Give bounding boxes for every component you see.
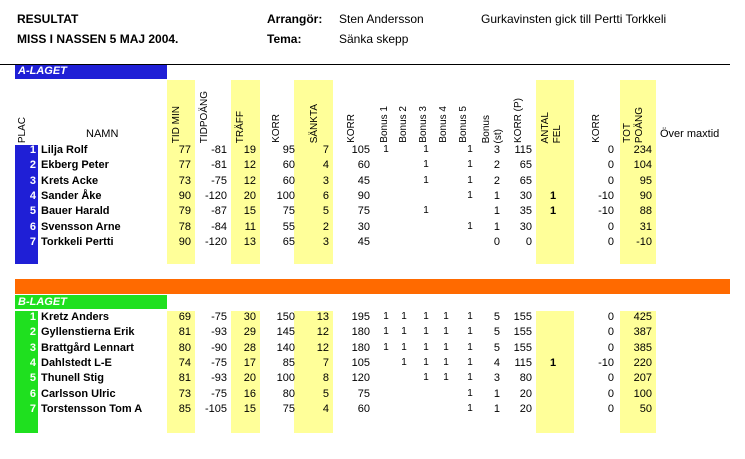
cell-korr3: 0 [607, 220, 614, 233]
cell-tid: 69 [178, 311, 191, 323]
cell-traff: 15 [243, 402, 256, 415]
cell-tot: -10 [636, 235, 652, 248]
cell-traff: 20 [243, 372, 256, 385]
cell-tot: 234 [633, 144, 652, 156]
cell-tp: -93 [211, 372, 227, 385]
cell-b5: 1 [467, 387, 473, 399]
cell-traff: 30 [243, 311, 256, 323]
cell-korr: 100 [276, 372, 295, 385]
cell-tid: 74 [178, 356, 191, 369]
cell-b4: 1 [443, 341, 449, 353]
cell-sankta: 3 [322, 174, 329, 187]
cell-tid: 85 [178, 402, 191, 415]
player-name: Torstensson Tom A [41, 402, 143, 415]
cell-korr2: 120 [351, 372, 370, 385]
cell-tot: 50 [639, 402, 652, 415]
cell-korrp: 65 [519, 174, 532, 187]
cell-korr3: 0 [607, 402, 614, 415]
cell-korr: 55 [282, 220, 295, 233]
cell-korrp: 155 [513, 341, 532, 354]
cell-b1: 1 [383, 144, 389, 155]
cell-b2: 1 [401, 311, 407, 322]
cell-korr3: 0 [607, 159, 614, 172]
plac-number: 4 [29, 189, 36, 202]
cell-bst: 5 [493, 311, 500, 323]
header-tot-poang-2: POÄNG [634, 106, 645, 143]
player-name: Svensson Arne [41, 220, 121, 233]
header-antal-fel-1: ANTAL [540, 111, 551, 143]
cell-tp: -87 [211, 205, 227, 218]
cell-b5: 1 [467, 326, 473, 338]
cell-korrp: 80 [519, 372, 532, 385]
cell-korr: 60 [282, 174, 295, 187]
header-bonus-1: Bonus 1 [379, 106, 390, 143]
cell-sankta: 7 [322, 356, 329, 369]
cell-b5: 1 [467, 402, 473, 414]
cell-tid: 79 [178, 205, 191, 218]
cell-korr: 65 [282, 235, 295, 248]
cell-sankta: 5 [322, 205, 329, 218]
cell-tp: -81 [211, 144, 227, 156]
plac-number: 5 [29, 205, 36, 218]
cell-tot: 385 [633, 341, 652, 354]
cell-korr: 85 [282, 356, 295, 369]
cell-korr3: 0 [607, 326, 614, 339]
cell-bst: 1 [493, 220, 500, 233]
cell-tid: 73 [178, 387, 191, 400]
cell-korr2: 75 [357, 387, 370, 400]
plac-number: 3 [29, 174, 36, 187]
player-name: Gyllenstierna Erik [41, 326, 135, 339]
cell-korrp: 20 [519, 387, 532, 400]
cell-b4: 1 [443, 372, 449, 384]
theme-value: Sänka skepp [339, 32, 409, 46]
note: Gurkavinsten gick till Pertti Torkkeli [481, 12, 667, 26]
cell-bst: 2 [493, 174, 500, 187]
cell-tp: -75 [211, 356, 227, 369]
cell-b5: 1 [467, 220, 473, 232]
header-tidpoang: TIDPOÄNG [199, 90, 210, 143]
cell-korr: 95 [282, 144, 295, 156]
cell-korrp: 0 [525, 235, 532, 248]
cell-korr2: 105 [351, 356, 370, 369]
plac-number: 2 [29, 159, 36, 172]
cell-tp: -120 [204, 235, 227, 248]
cell-tid: 77 [178, 159, 191, 172]
cell-traff: 11 [244, 220, 256, 233]
orange-separator [15, 279, 730, 294]
cell-tid: 80 [178, 341, 191, 354]
player-name: Brattgård Lennart [41, 341, 134, 354]
cell-korrp: 30 [519, 220, 532, 233]
cell-korrp: 30 [519, 189, 532, 202]
header-bonus-st-1: Bonus [481, 114, 492, 143]
plac-number: 4 [29, 356, 36, 369]
plac-number: 5 [29, 372, 36, 385]
cell-korr: 75 [282, 205, 295, 218]
cell-korrp: 35 [519, 205, 532, 218]
cell-traff: 16 [243, 387, 256, 400]
cell-tp: -75 [211, 311, 227, 323]
cell-sankta: 6 [322, 189, 329, 202]
cell-b3: 1 [423, 311, 429, 322]
header-korr-2: KORR [346, 114, 357, 143]
cell-korr3: 0 [607, 235, 614, 248]
cell-tot: 90 [639, 189, 652, 202]
header-bonus-2: Bonus 2 [398, 106, 409, 143]
player-name: Sander Åke [41, 189, 102, 202]
cell-korr3: 0 [607, 311, 614, 323]
cell-b5: 1 [467, 174, 473, 186]
cell-sankta: 13 [316, 311, 329, 323]
cell-korr2: 195 [351, 311, 370, 323]
plac-number: 3 [29, 341, 36, 354]
header-antal-fel-2: FEL [552, 124, 563, 143]
cell-tp: -75 [211, 387, 227, 400]
arranger-label: Arrangör: [267, 12, 323, 26]
cell-tot: 88 [639, 205, 652, 218]
cell-b2: 1 [401, 356, 407, 368]
player-name: Lilja Rolf [41, 144, 88, 156]
cell-traff: 17 [243, 356, 256, 369]
cell-tp: -90 [211, 341, 227, 354]
header-bonus-5: Bonus 5 [458, 106, 469, 143]
cell-b3: 1 [423, 341, 429, 353]
cell-korr3: 0 [607, 341, 614, 354]
cell-tot: 207 [633, 372, 652, 385]
player-name: Dahlstedt L-E [41, 356, 112, 369]
cell-bst: 5 [493, 341, 500, 354]
cell-sankta: 5 [322, 387, 329, 400]
cell-tid: 90 [178, 189, 191, 202]
cell-bst: 5 [493, 326, 500, 339]
cell-tid: 73 [178, 174, 191, 187]
cell-tid: 81 [178, 326, 191, 339]
cell-b5: 1 [467, 311, 473, 322]
header-tot-poang-1: TOT [622, 123, 633, 143]
plac-number: 7 [29, 402, 36, 415]
plac-number: 6 [29, 387, 36, 400]
cell-b4: 1 [443, 311, 449, 322]
cell-korr: 140 [276, 341, 295, 354]
cell-tp: -75 [211, 174, 227, 187]
cell-tp: -84 [211, 220, 227, 233]
cell-korr: 60 [282, 159, 295, 172]
cell-b4: 1 [443, 356, 449, 368]
cell-b5: 1 [467, 356, 473, 368]
cell-korrp: 115 [514, 144, 532, 156]
cell-traff: 19 [243, 144, 256, 156]
header-bonus-st-2: (st) [493, 128, 504, 143]
arranger-value: Sten Andersson [339, 12, 424, 26]
cell-fel: 1 [549, 189, 557, 202]
cell-sankta: 4 [322, 402, 329, 415]
cell-b5: 1 [467, 341, 473, 353]
cell-tp: -81 [211, 159, 227, 172]
cell-b1: 1 [383, 326, 389, 338]
cell-b5: 1 [467, 144, 473, 155]
b-lag-label: B-LAGET [18, 296, 67, 308]
cell-bst: 0 [493, 235, 500, 248]
cell-korr3: -10 [598, 205, 614, 218]
plac-number: 1 [29, 144, 36, 156]
header-tid-min: TID MIN [171, 105, 182, 143]
cell-korrp: 65 [519, 159, 532, 172]
cell-korr3: 0 [607, 174, 614, 187]
plac-number: 1 [29, 311, 36, 323]
cell-traff: 20 [243, 189, 256, 202]
cell-b3: 1 [423, 372, 429, 384]
cell-tid: 90 [178, 235, 191, 248]
cell-korr2: 30 [357, 220, 370, 233]
cell-tot: 387 [633, 326, 652, 339]
cell-tot: 104 [633, 159, 652, 172]
header-korr-p: KORR (P) [513, 98, 524, 143]
cell-bst: 2 [493, 159, 500, 172]
cell-traff: 29 [243, 326, 256, 339]
cell-bst: 3 [493, 372, 500, 385]
cell-b4: 1 [443, 326, 449, 338]
cell-korrp: 20 [519, 402, 532, 415]
cell-b1: 1 [383, 341, 389, 353]
cell-korr: 145 [276, 326, 295, 339]
cell-korr: 150 [276, 311, 295, 323]
cell-b1: 1 [383, 311, 389, 322]
cell-korrp: 155 [513, 311, 532, 323]
cell-b3: 1 [423, 205, 429, 217]
cell-b3: 1 [423, 356, 429, 368]
cell-tot: 31 [639, 220, 652, 233]
cell-bst: 4 [493, 356, 500, 369]
cell-korr: 80 [282, 387, 295, 400]
cell-b2: 1 [401, 341, 407, 353]
cell-bst: 1 [493, 402, 500, 415]
player-name: Kretz Anders [41, 311, 110, 323]
cell-tid: 81 [178, 372, 191, 385]
plac-number: 7 [29, 235, 36, 248]
cell-korr2: 60 [357, 159, 370, 172]
cell-sankta: 7 [322, 144, 329, 156]
cell-traff: 12 [243, 174, 256, 187]
cell-tp: -93 [211, 326, 227, 339]
cell-korr3: 0 [607, 387, 614, 400]
cell-b3: 1 [423, 174, 429, 186]
cell-bst: 1 [493, 387, 500, 400]
cell-korr2: 180 [351, 326, 370, 339]
header-korr-1: KORR [271, 114, 282, 143]
player-name: Torkkeli Pertti [41, 235, 114, 248]
player-name: Carlsson Ulric [41, 387, 116, 400]
cell-korr: 100 [276, 189, 295, 202]
cell-bst: 3 [493, 144, 500, 156]
cell-b3: 1 [423, 144, 429, 155]
cell-fel: 1 [549, 205, 557, 218]
cell-sankta: 8 [322, 372, 329, 385]
theme-label: Tema: [267, 32, 302, 46]
title: RESULTAT [17, 12, 79, 26]
cell-tot: 220 [633, 356, 652, 369]
player-name: Thunell Stig [41, 372, 104, 385]
cell-korr2: 105 [351, 144, 370, 156]
header-namn: NAMN [86, 128, 119, 140]
cell-korrp: 155 [513, 326, 532, 339]
a-lag-label: A-LAGET [18, 65, 67, 77]
cell-korr2: 45 [357, 174, 370, 187]
plac-number: 6 [29, 220, 36, 233]
cell-tid: 78 [178, 220, 191, 233]
cell-fel: 1 [549, 356, 557, 369]
player-name: Bauer Harald [41, 205, 110, 218]
cell-tot: 100 [633, 387, 652, 400]
header-over-maxtid: Över maxtid [660, 128, 720, 140]
cell-sankta: 3 [322, 235, 329, 248]
cell-korr2: 180 [351, 341, 370, 354]
cell-traff: 15 [243, 205, 256, 218]
cell-korr: 75 [282, 402, 295, 415]
cell-traff: 13 [243, 235, 256, 248]
header-traff: TRÄFF [235, 110, 246, 143]
cell-korr3: 0 [607, 372, 614, 385]
cell-sankta: 12 [316, 326, 329, 339]
cell-b5: 1 [467, 189, 473, 201]
cell-sankta: 12 [316, 341, 329, 354]
subtitle: MISS I NASSEN 5 MAJ 2004. [17, 32, 179, 46]
cell-b5: 1 [467, 159, 473, 171]
cell-b3: 1 [423, 326, 429, 338]
cell-traff: 12 [243, 159, 256, 172]
header-bonus-4: Bonus 4 [438, 106, 449, 143]
cell-korr2: 90 [357, 189, 370, 202]
cell-korr2: 75 [357, 205, 370, 218]
cell-tp: -105 [204, 402, 227, 415]
cell-korr3: -10 [598, 356, 614, 369]
cell-tid: 77 [178, 144, 191, 156]
header-korr-3: KORR [591, 114, 602, 143]
cell-korr2: 45 [357, 235, 370, 248]
player-name: Ekberg Peter [41, 159, 109, 172]
header-sankta: SÄNKTA [309, 103, 320, 143]
cell-traff: 28 [243, 341, 256, 354]
cell-korrp: 115 [514, 356, 532, 369]
cell-korr3: 0 [607, 144, 614, 156]
cell-bst: 1 [493, 189, 500, 202]
cell-tot: 95 [639, 174, 652, 187]
cell-b5: 1 [467, 372, 473, 384]
cell-b2: 1 [401, 326, 407, 338]
cell-tp: -120 [204, 189, 227, 202]
cell-korr2: 60 [357, 402, 370, 415]
header-plac: PLAC [17, 116, 28, 143]
cell-bst: 1 [493, 205, 500, 218]
cell-tot: 425 [633, 311, 652, 323]
plac-number: 2 [29, 326, 36, 339]
cell-b3: 1 [423, 159, 429, 171]
player-name: Krets Acke [41, 174, 99, 187]
cell-sankta: 2 [322, 220, 329, 233]
header-bonus-3: Bonus 3 [418, 106, 429, 143]
cell-sankta: 4 [322, 159, 329, 172]
cell-korr3: -10 [598, 189, 614, 202]
